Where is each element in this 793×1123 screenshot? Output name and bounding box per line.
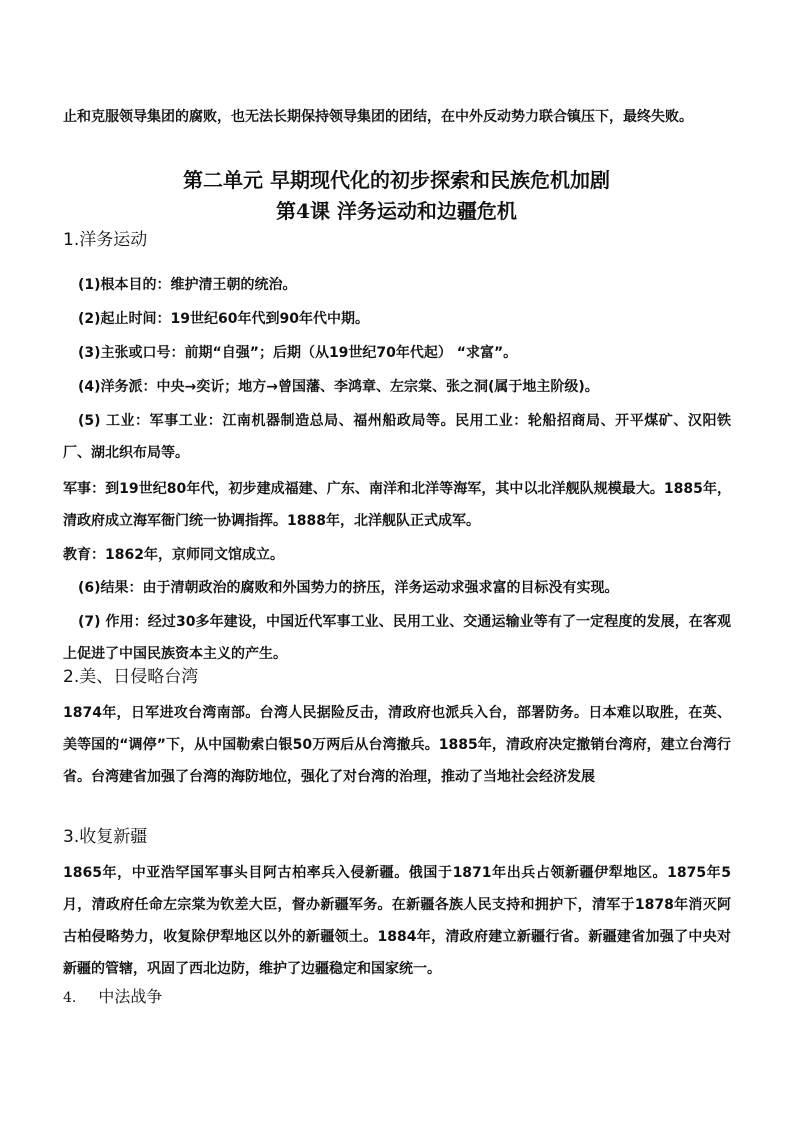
education-paragraph: 教育：1862年，京师同文馆成立。	[63, 547, 284, 563]
section-number: 4.	[63, 990, 77, 1006]
item-westernization-faction: (4)洋务派：中央→奕䜣；地方→曾国藩、李鸿章、左宗棠、张之洞(属于地主阶级)。	[78, 379, 599, 395]
intro-paragraph: 止和克服领导集团的腐败，也无法长期保持领导集团的团结，在中外反动势力联合镇压下，最终失败。	[63, 109, 693, 125]
lesson-title: 第4课 洋务运动和边疆危机	[276, 199, 517, 223]
item-time-period: (2)起止时间：19世纪60年代到90年代中期。	[78, 311, 369, 327]
unit-title: 第二单元 早期现代化的初步探索和民族危机加剧	[183, 168, 610, 192]
section-label: 中法战争	[98, 987, 163, 1006]
section-heading-sino-french-war	[63, 986, 162, 1009]
item-fundamental-purpose: (1)根本目的：维护清王朝的统治。	[78, 277, 297, 293]
item-effect: (7) 作用：经过30多年建设，中国近代军事工业、民用工业、交通运输业等有了一定程度的发展，在客观上促进了中国民族资本主义的产生。	[63, 614, 731, 662]
xinjiang-paragraph: 1865年，中亚浩罕国军事头目阿古柏率兵入侵新疆。俄国于1871年出兵占领新疆伊犁地区。1875年5月，清政府任命左宗棠为钦差大臣，督办新疆军务。在新疆各族人民支持和拥护下，清军于1878年消灭阿古柏侵略势力，收复除伊犁地区以外的新疆领土。1884年，清政府建立新疆行省。新疆建省加强了中央对新疆的管辖，巩固了西北边防，维护了边疆稳定和国家统一。	[63, 865, 731, 977]
section-heading-westernization: 1.洋务运动	[63, 230, 148, 250]
item-industry: (5) 工业：军事工业：江南机器制造总局、福州船政局等。民用工业：轮船招商局、开平煤矿、汉阳铁厂、湖北织布局等。	[63, 413, 731, 461]
section-heading-xinjiang: 3.收复新疆	[63, 827, 148, 847]
military-paragraph: 军事：到19世纪80年代，初步建成福建、广东、南洋和北洋等海军，其中以北洋舰队规模最大。1885年，清政府成立海军衙门统一协调指挥。1888年，北洋舰队正式成军。	[63, 481, 731, 529]
item-slogan: (3)主张或口号：前期“自强”；后期（从19世纪70年代起） “求富”。	[78, 345, 518, 361]
item-result: (6)结果：由于清朝政治的腐败和外国势力的挤压，洋务运动求强求富的目标没有实现。	[78, 580, 619, 596]
section-heading-taiwan: 2.美、日侵略台湾	[63, 667, 199, 687]
taiwan-paragraph: 1874年，日军进攻台湾南部。台湾人民据险反击，清政府也派兵入台，部署防务。日本难以取胜，在英、美等国的“调停”下，从中国勒索白银50万两后从台湾撤兵。1885年，清政府决定撤销台湾府，建立台湾行省。台湾建省加强了台湾的海防地位，强化了对台湾的治理，推动了当地社会经济发展	[63, 705, 731, 785]
